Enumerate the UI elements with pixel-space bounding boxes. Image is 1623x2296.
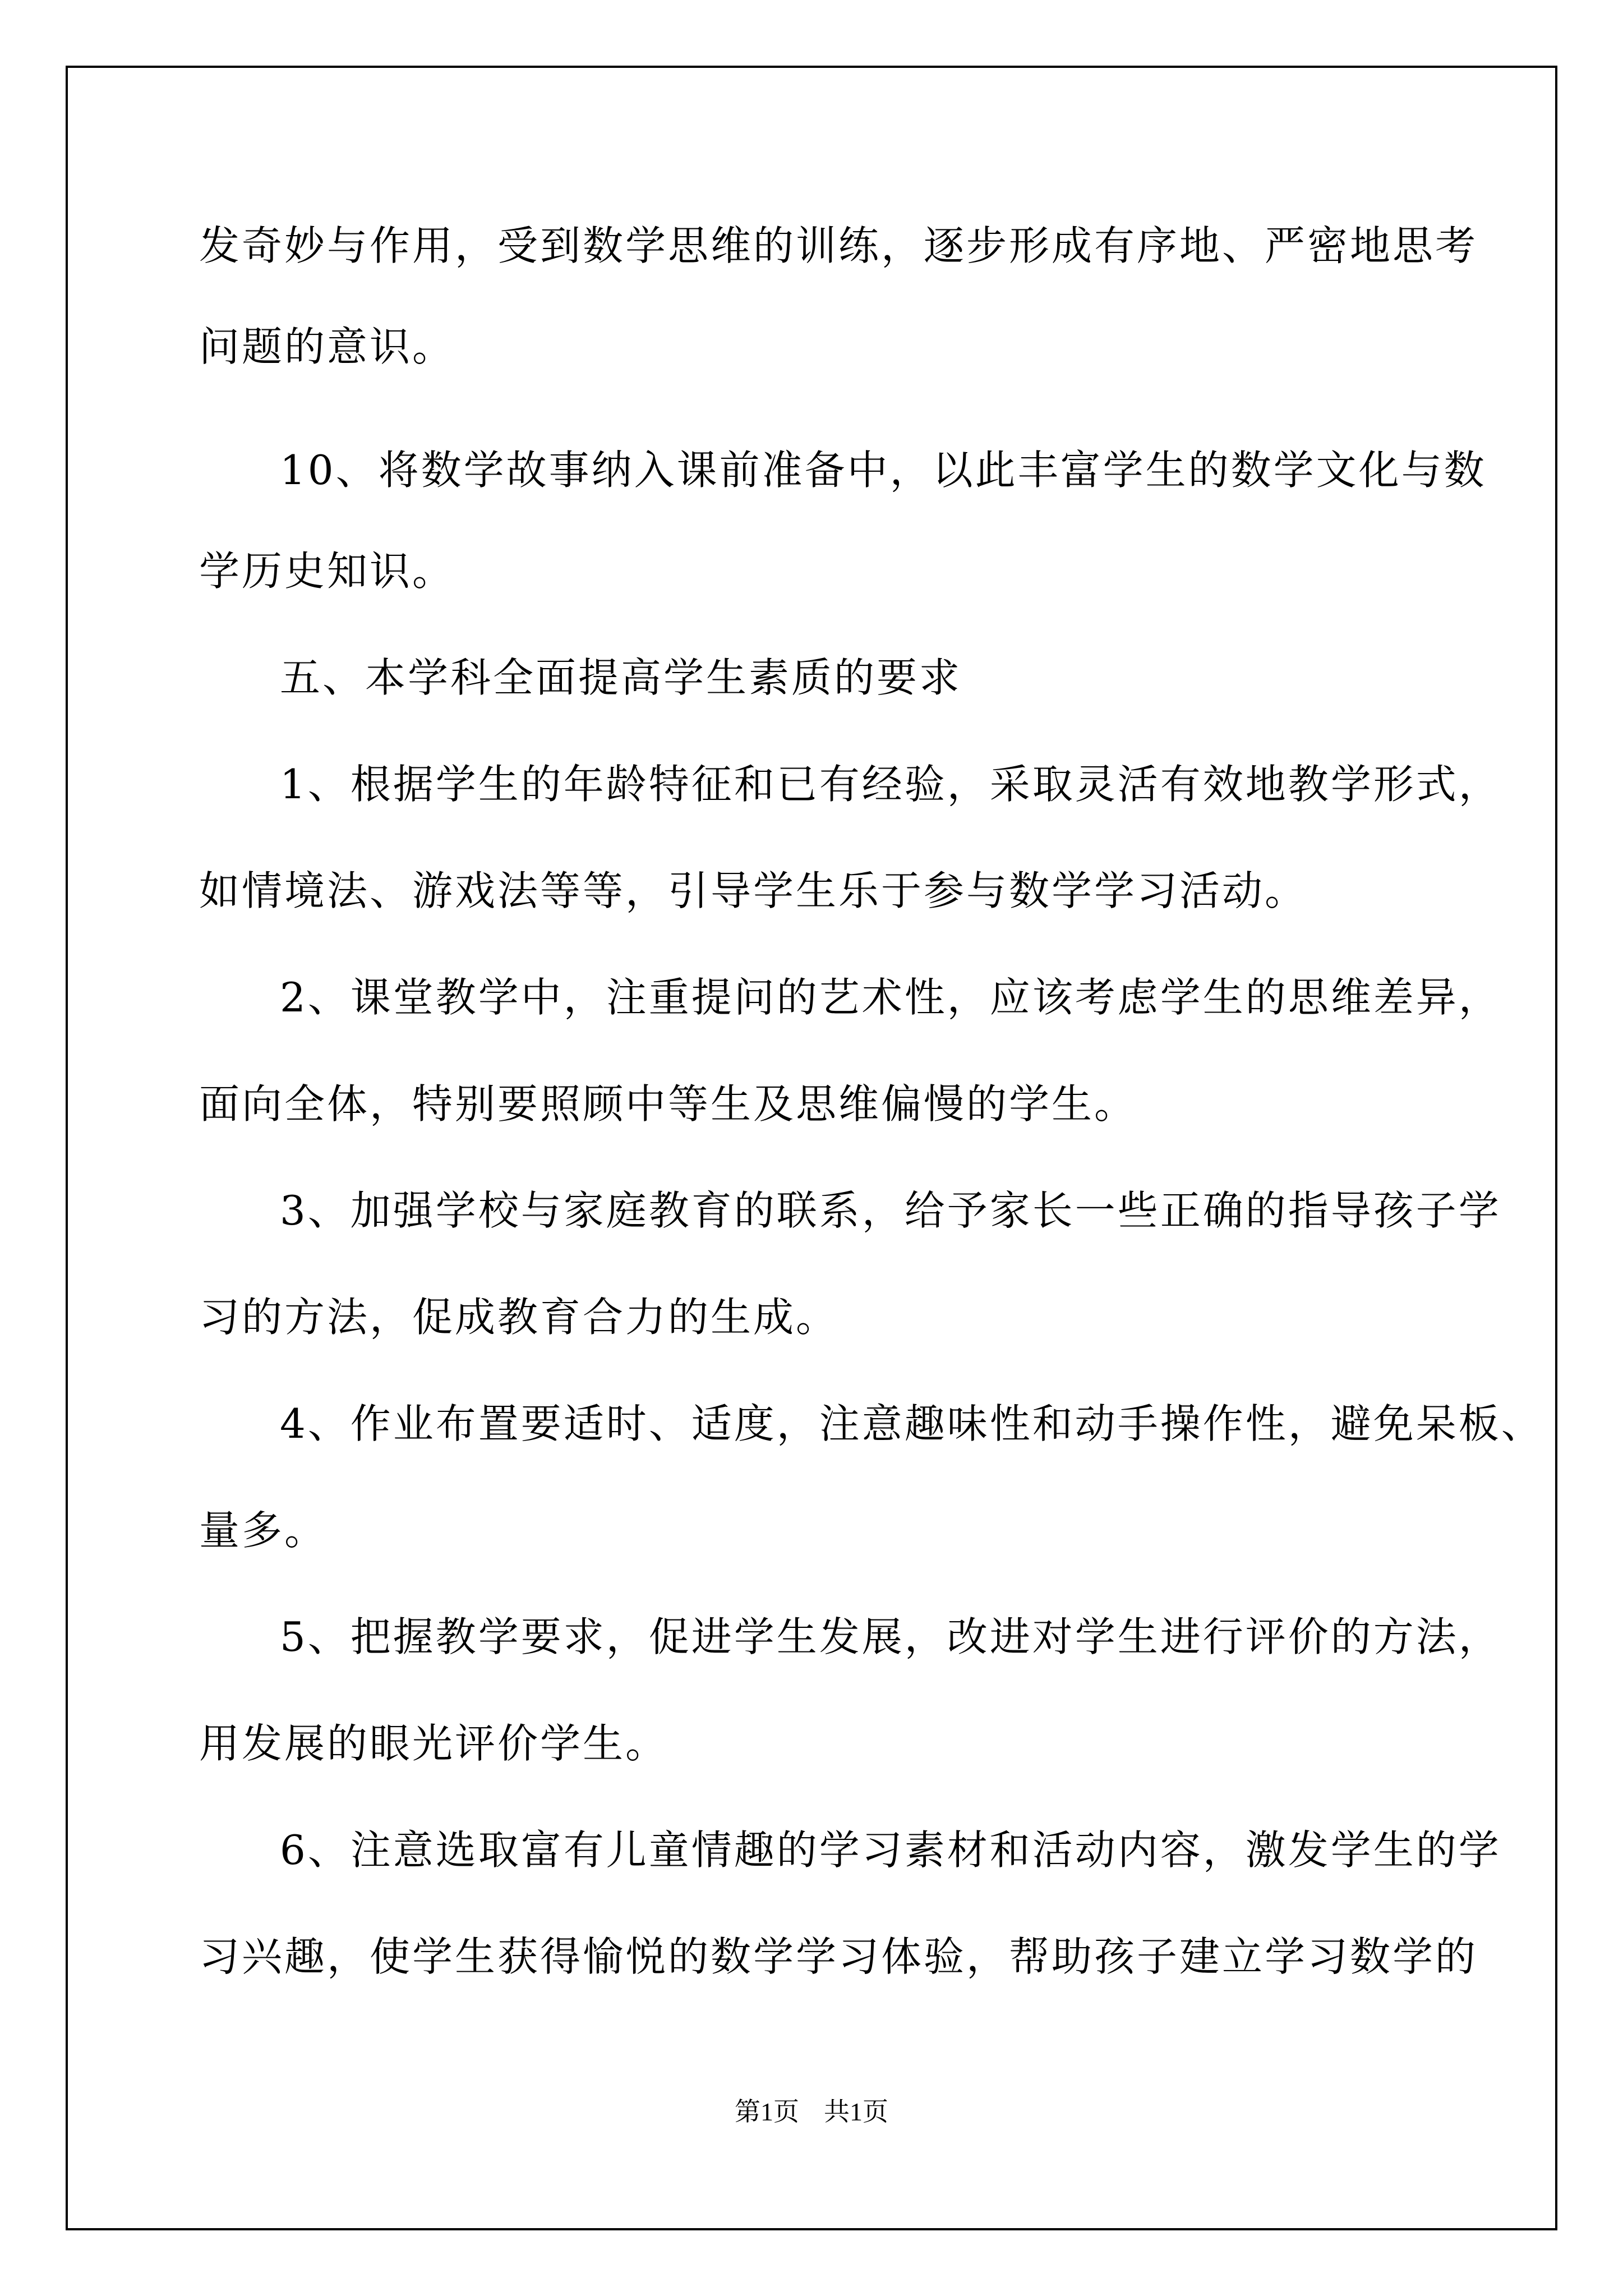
page-border: [66, 66, 1557, 2230]
paragraph-line: 5、把握教学要求，促进学生发展，改进对学生进行评价的方法，: [280, 1613, 1501, 1660]
paragraph-line: 发奇妙与作用，受到数学思维的训练，逐步形成有序地、严密地思考: [199, 222, 1478, 269]
paragraph-line: 用发展的眼光评价学生。: [199, 1720, 668, 1767]
paragraph-line: 6、注意选取富有儿童情趣的学习素材和活动内容，激发学生的学: [280, 1826, 1501, 1874]
paragraph-line: 面向全体，特别要照顾中等生及思维偏慢的学生。: [199, 1080, 1137, 1128]
paragraph-line: 习的方法，促成教育合力的生成。: [199, 1294, 839, 1341]
paragraph-line: 4、作业布置要适时、适度，注意趣味性和动手操作性，避免呆板、: [280, 1400, 1544, 1447]
page-number: 第1页: [735, 2097, 799, 2126]
section-heading: 五、本学科全面提高学生素质的要求: [280, 654, 962, 701]
paragraph-line: 问题的意识。: [199, 323, 455, 370]
page-total: 共1页: [824, 2097, 888, 2126]
paragraph-line: 1、根据学生的年龄特征和已有经验，采取灵活有效地教学形式，: [280, 761, 1501, 808]
paragraph-line: 学历史知识。: [199, 547, 455, 595]
paragraph-line: 3、加强学校与家庭教育的联系，给予家长一些正确的指导孩子学: [280, 1187, 1501, 1234]
paragraph-line: 10、将数学故事纳入课前准备中，以此丰富学生的数学文化与数: [280, 447, 1487, 494]
paragraph-line: 如情境法、游戏法等等，引导学生乐于参与数学学习活动。: [199, 867, 1308, 914]
paragraph-line: 2、课堂教学中，注重提问的艺术性，应该考虑学生的思维差异，: [280, 974, 1501, 1021]
paragraph-line: 习兴趣，使学生获得愉悦的数学学习体验，帮助孩子建立学习数学的: [199, 1933, 1478, 1980]
paragraph-line: 量多。: [199, 1507, 328, 1554]
page-footer: [0, 2095, 1623, 2129]
